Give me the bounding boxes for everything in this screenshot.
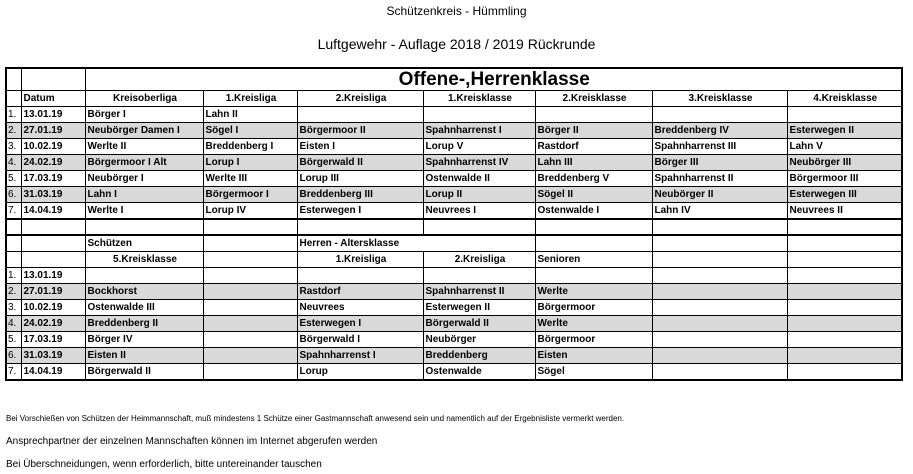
team-cell: Rastdorf [535,139,652,155]
team-cell: Lorup V [423,139,535,155]
team-cell: Breddenberg [423,348,535,364]
team-cell: Esterwegen I [297,203,423,220]
class-title-row [6,68,902,91]
row-number: 5. [6,171,21,187]
row-number: 2. [6,123,21,139]
col-header: Kreisoberliga [85,91,203,107]
team-cell: Ostenwalde III [85,300,203,316]
team-cell: Sögel I [203,123,297,139]
row-number: 1. [6,268,21,284]
note-contacts: Ansprechpartner der einzelnen Mannschaften können im Internet abgerufen werden [6,436,378,447]
team-cell: Werlte III [203,171,297,187]
team-cell: Esterwegen III [787,187,902,203]
col-header: 2.Kreisliga [423,252,535,268]
team-cell: Börger II [535,123,652,139]
team-cell: Spahnharrenst III [652,139,787,155]
row-date: 14.04.19 [21,203,85,220]
team-cell: Spahnharrenst I [297,348,423,364]
team-cell: Spahnharrenst II [423,284,535,300]
row-number: 6. [6,187,21,203]
row-date: 27.01.19 [21,123,85,139]
col-header: 1.Kreisklasse [423,91,535,107]
team-cell [85,268,203,284]
team-cell: Neubörger Damen I [85,123,203,139]
team-cell: Eisten I [297,139,423,155]
schedule-table [5,67,903,381]
team-cell: Lorup III [297,171,423,187]
row-number: 6. [6,348,21,364]
table-row [6,364,902,381]
row-date: 17.03.19 [21,332,85,348]
team-cell: Lahn II [203,107,297,123]
team-cell [297,268,423,284]
team-cell: Lahn IV [652,203,787,220]
team-cell: Neubörger I [85,171,203,187]
team-cell: Breddenberg I [203,139,297,155]
team-cell: Werlte [535,284,652,300]
spacer-row [6,219,902,235]
team-cell: Breddenberg II [85,316,203,332]
document-subtitle: Luftgewehr - Auflage 2018 / 2019 Rückrunde [317,36,596,52]
col-header: 4.Kreisklasse [787,91,902,107]
row-date: 17.03.19 [21,171,85,187]
col-header-date: Datum [21,91,85,107]
team-cell: Esterwegen II [787,123,902,139]
team-cell: Lorup [297,364,423,381]
row-date: 27.01.19 [21,284,85,300]
table-row [6,332,902,348]
team-cell: Sögel [535,364,652,381]
row-date: 13.01.19 [21,268,85,284]
table-row [6,123,902,139]
team-cell: Bockhorst [85,284,203,300]
class-title: Offene-,Herrenklasse [85,68,902,91]
team-cell: Lahn I [85,187,203,203]
table-row [6,300,902,316]
team-cell: Neubörger II [652,187,787,203]
team-cell [297,107,423,123]
col-header: 1.Kreisliga [203,91,297,107]
row-date: 24.02.19 [21,155,85,171]
team-cell: Börgermoor I [203,187,297,203]
team-cell: Esterwegen II [423,300,535,316]
team-cell: Ostenwalde [423,364,535,381]
table-row [6,187,902,203]
row-number: 4. [6,316,21,332]
col-header: 5.Kreisklasse [85,252,203,268]
group-label-schuetzen: Schützen [85,235,203,252]
row-number: 7. [6,364,21,381]
team-cell: Börgermoor III [787,171,902,187]
team-cell [423,268,535,284]
team-cell: Werlte [535,316,652,332]
team-cell [535,107,652,123]
team-cell: Börger I [85,107,203,123]
document-title: Schützenkreis - Hümmling [386,4,527,18]
team-cell: Börgerwald I [297,332,423,348]
team-cell: Spahnharrenst I [423,123,535,139]
bottom-header-row [6,252,902,268]
table-row [6,107,902,123]
col-header: Senioren [535,252,652,268]
team-cell: Eisten II [85,348,203,364]
team-cell: Ostenwalde I [535,203,652,220]
team-cell [787,107,902,123]
team-cell: Börgermoor II [297,123,423,139]
team-cell: Lorup I [203,155,297,171]
col-header: 2.Kreisliga [297,91,423,107]
team-cell: Lahn III [535,155,652,171]
team-cell: Lorup IV [203,203,297,220]
team-cell: Breddenberg V [535,171,652,187]
row-number: 2. [6,284,21,300]
table-row [6,268,902,284]
team-cell: Börgerwald II [85,364,203,381]
row-date: 31.03.19 [21,187,85,203]
team-cell: Neubörger III [787,155,902,171]
team-cell: Börgerwald II [297,155,423,171]
team-cell: Börgermoor [535,332,652,348]
row-date: 10.02.19 [21,139,85,155]
team-cell: Esterwegen I [297,316,423,332]
team-cell: Breddenberg IV [652,123,787,139]
team-cell: Ostenwalde II [423,171,535,187]
team-cell: Börger III [652,155,787,171]
team-cell: Neuvrees [297,300,423,316]
row-number: 4. [6,155,21,171]
row-date: 10.02.19 [21,300,85,316]
table-row [6,171,902,187]
team-cell: Spahnharrenst II [652,171,787,187]
group-row [6,235,902,252]
team-cell: Neuvrees II [787,203,902,220]
table-row [6,316,902,332]
team-cell: Sögel II [535,187,652,203]
top-header-row [6,91,902,107]
table-row [6,155,902,171]
row-number: 7. [6,203,21,220]
col-header: 1.Kreisliga [297,252,423,268]
row-date: 31.03.19 [21,348,85,364]
team-cell: Rastdorf [297,284,423,300]
row-number: 1. [6,107,21,123]
row-number: 3. [6,300,21,316]
team-cell: Börgerwald II [423,316,535,332]
team-cell: Eisten [535,348,652,364]
row-date: 24.02.19 [21,316,85,332]
note-shooting-rule: Bei Vorschießen von Schützen der Heimmannschaft, muß mindestens 1 Schütze einer Gastmannschaft anwesend sein und namentlich auf der Ergebnisliste vermerkt werden. [6,414,625,423]
col-header: 2.Kreisklasse [535,91,652,107]
team-cell: Börgermoor [535,300,652,316]
team-cell [652,107,787,123]
table-row [6,284,902,300]
team-cell: Lorup II [423,187,535,203]
team-cell: Werlte I [85,203,203,220]
row-date: 14.04.19 [21,364,85,381]
team-cell: Börgermoor I Alt [85,155,203,171]
team-cell: Breddenberg III [297,187,423,203]
team-cell: Spahnharrenst IV [423,155,535,171]
row-date: 13.01.19 [21,107,85,123]
team-cell: Werlte II [85,139,203,155]
group-label-herren: Herren - Altersklasse [297,235,535,252]
team-cell: Neubörger [423,332,535,348]
table-row [6,139,902,155]
team-cell [423,107,535,123]
note-swap: Bei Überschneidungen, wenn erforderlich, bitte untereinander tauschen [6,459,322,470]
team-cell: Neuvrees I [423,203,535,220]
table-row [6,203,902,220]
team-cell [535,268,652,284]
row-number: 5. [6,332,21,348]
team-cell: Lahn V [787,139,902,155]
team-cell: Börger IV [85,332,203,348]
row-number: 3. [6,139,21,155]
table-row [6,348,902,364]
col-header: 3.Kreisklasse [652,91,787,107]
